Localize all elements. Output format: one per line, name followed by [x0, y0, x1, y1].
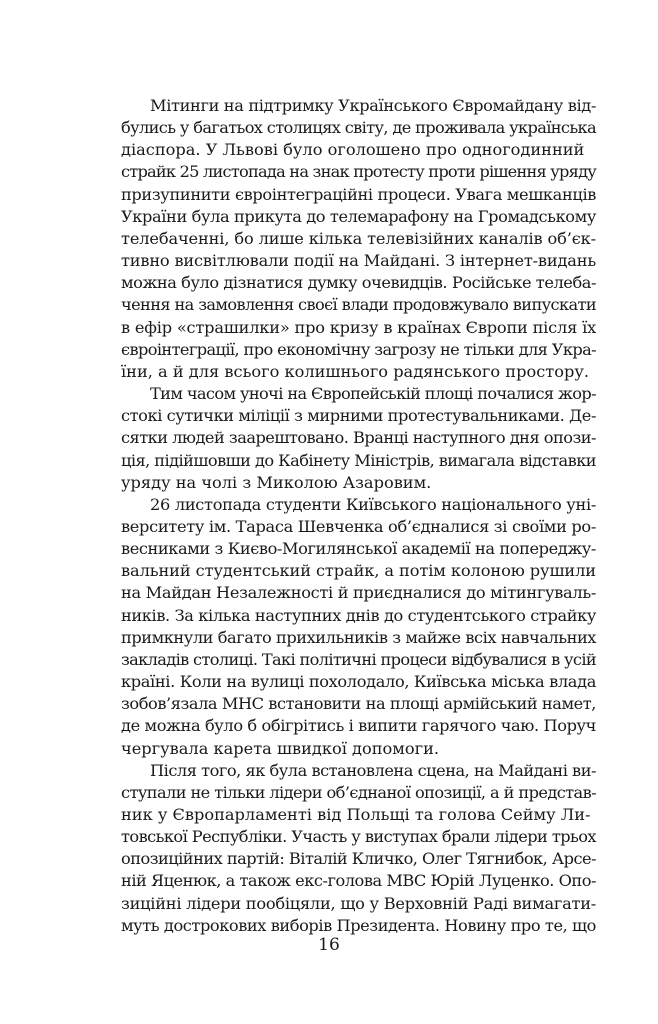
- text-line: тивно висвітлювали події на Майдані. З інтернет-видань: [121, 251, 596, 271]
- text-line: муть дострокових виборів Президента. Новину про те, що: [121, 915, 596, 935]
- text-line: ція, підійшовши до Кабінету Міністрів, вимагала відставки: [121, 450, 596, 470]
- text-line: стокі сутички міліції з мирними протестувальниками. Де-: [121, 406, 596, 426]
- text-line: ників. За кілька наступних днів до студентського страйку: [121, 605, 596, 625]
- text-line: примкнули багато прихильників з майже всіх навчальних: [121, 627, 596, 647]
- text-line: Мітинги на підтримку Українського Євромайдану від-: [150, 96, 596, 115]
- text-line: Тим часом уночі на Європейській площі почалися жор-: [150, 384, 596, 404]
- text-line: сятки людей заарештовано. Вранці наступного дня опози-: [121, 428, 596, 448]
- text-line: євроінтеграції, про економічну загрозу не тільки для Укра-: [121, 339, 596, 359]
- text-line: ник у Європарламенті від Польщі та голова Сейму Ли-: [121, 805, 591, 824]
- text-line: вальний студентський страйк, а потім колоною рушили: [121, 561, 596, 581]
- paragraph-2: [92, 383, 596, 494]
- text-line: де можна було б обігрітись і випити гарячого чаю. Поруч: [121, 716, 596, 736]
- text-line: ній Яценюк, а також екс-голова МВС Юрій Луценко. Опо-: [121, 871, 596, 891]
- text-line: чергувала карета швидкої допомоги.: [121, 738, 440, 758]
- paragraph-4: [92, 760, 597, 937]
- text-line: зобов’язала МНС встановити на площі армійський намет,: [121, 694, 596, 714]
- text-line: в ефір «страшилки» про кризу в країнах Європи після їх: [121, 317, 597, 337]
- text-line: країні. Коли на вулиці похолодало, Київська міська влада: [121, 672, 596, 692]
- text-line: діаспора. У Львові було оголошено про одногодинний: [121, 140, 585, 160]
- text-line: закладів столиці. Такі політичні процеси відбувалися в усій: [121, 649, 596, 669]
- page-number: 16: [318, 935, 340, 955]
- text-line: ступали не тільки лідери об’єднаної опозиції, а й представ-: [121, 782, 597, 802]
- text-line: на Майдан Незалежності й приєдналися до мітингуваль-: [121, 583, 596, 603]
- text-line: Після того, як була встановлена сцена, на Майдані ви-: [150, 760, 596, 780]
- text-line: страйк 25 листопада на знак протесту проти рішення уряду: [121, 162, 596, 182]
- text-line: опозиційних партій: Віталій Кличко, Олег Тягнибок, Арсе-: [121, 849, 596, 869]
- paragraph-3: [92, 494, 596, 760]
- text-line: уряду на чолі з Миколою Азаровим.: [121, 472, 432, 492]
- text-line: їни, а й для всього колишнього радянського простору.: [121, 361, 589, 381]
- text-line: зиційні лідери пообіцяли, що у Верховній Раді вимагати-: [121, 893, 596, 913]
- paragraph-1: [92, 95, 597, 383]
- text-line: телебаченні, бо лише кілька телевізійних каналів об’єк-: [121, 228, 596, 248]
- body-text: [92, 95, 597, 937]
- text-line: верситету ім. Тараса Шевченка об’єдналися зі своїми ро-: [121, 516, 596, 536]
- text-line: України була прикута до телемарафону на Громадському: [121, 206, 596, 226]
- text-line: можна було дізнатися думку очевидців. Російське телеба-: [121, 273, 596, 293]
- text-line: булись у багатьох столицях світу, де проживала українська: [121, 118, 596, 138]
- text-line: товської Республіки. Участь у виступах брали лідери трьох: [121, 827, 596, 847]
- text-line: призупинити євроінтеграційні процеси. Увага мешканців: [121, 184, 596, 204]
- text-line: чення на замовлення своєї влади продовжувало випускати: [121, 295, 596, 315]
- text-line: весниками з Києво-Могилянської академії на попереджу-: [121, 539, 596, 559]
- text-line: 26 листопада студенти Київського національного уні-: [150, 494, 596, 514]
